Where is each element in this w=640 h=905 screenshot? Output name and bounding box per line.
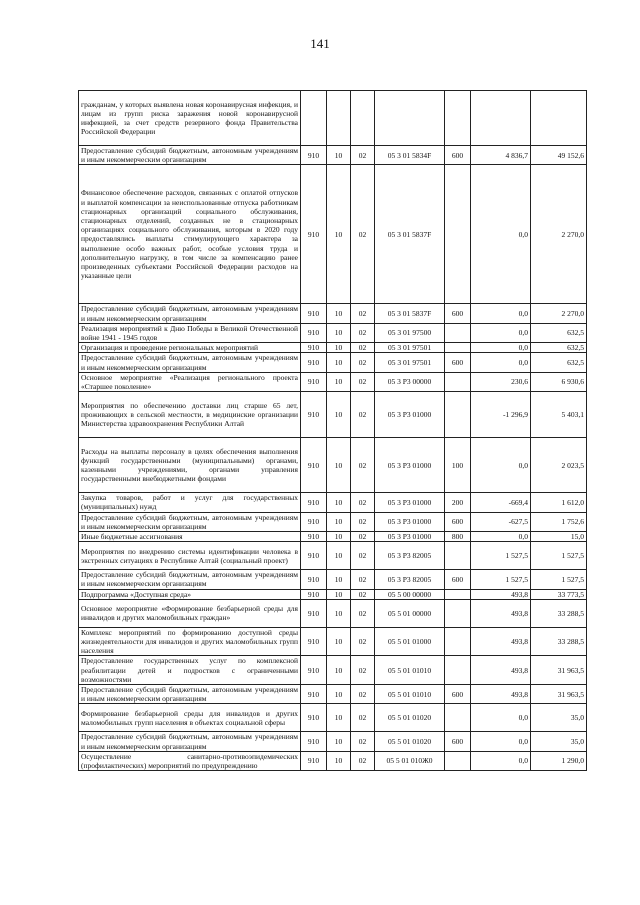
section-code: 10 xyxy=(327,304,351,323)
section-code: 10 xyxy=(327,323,351,342)
subsection-code: 02 xyxy=(351,589,375,599)
target-article-code: 05 5 01 01000 xyxy=(375,627,445,656)
table-row xyxy=(79,91,587,146)
ministry-code: 910 xyxy=(301,353,327,372)
target-article-code xyxy=(375,91,445,146)
row-description: Формирование безбарьерной среды для инвалидов и других маломобильных групп населения в объектах социальной сферы xyxy=(79,704,301,732)
page-number: 141 xyxy=(310,36,330,51)
ministry-code: 910 xyxy=(301,685,327,704)
row-description: Финансовое обеспечение расходов, связанных с оплатой отпусков и выплатой компенсации за неиспользованные отпуска работникам стационарных организаций социального обслуживания, стационарных отделений, созданных не в стационарных организациях социального обслуживания, которым в 2020 году предоставлялись выплаты стимулирующего характера за выполнение особо важных работ, особые условия труда и дополнительную нагрузку, в том числе за компенсацию ранее произведенных субъектами Российской Федерации расходов на указанные цели xyxy=(79,165,301,304)
target-article-code: 05 3 P3 01000 xyxy=(375,532,445,542)
table-row xyxy=(79,685,587,704)
ministry-code: 910 xyxy=(301,304,327,323)
expense-type-code xyxy=(445,704,471,732)
subsection-code: 02 xyxy=(351,165,375,304)
ministry-code: 910 xyxy=(301,532,327,542)
ministry-code: 910 xyxy=(301,392,327,438)
section-code: 10 xyxy=(327,438,351,493)
change-amount: -627,5 xyxy=(471,512,531,531)
total-amount: 49 152,6 xyxy=(531,146,587,165)
subsection-code: 02 xyxy=(351,512,375,531)
total-amount: 1 290,0 xyxy=(531,751,587,770)
expense-type-code xyxy=(445,542,471,570)
subsection-code: 02 xyxy=(351,599,375,627)
change-amount: 0,0 xyxy=(471,353,531,372)
expense-type-code xyxy=(445,372,471,391)
target-article-code: 05 3 P3 01000 xyxy=(375,438,445,493)
ministry-code: 910 xyxy=(301,732,327,751)
total-amount: 1 752,6 xyxy=(531,512,587,531)
expense-type-code xyxy=(445,589,471,599)
total-amount: 31 963,5 xyxy=(531,656,587,685)
expense-type-code xyxy=(445,751,471,770)
section-code: 10 xyxy=(327,599,351,627)
total-amount: 31 963,5 xyxy=(531,685,587,704)
target-article-code: 05 3 01 5837F xyxy=(375,304,445,323)
total-amount: 2 270,0 xyxy=(531,165,587,304)
target-article-code: 05 5 01 010Ж0 xyxy=(375,751,445,770)
change-amount: 0,0 xyxy=(471,165,531,304)
subsection-code: 02 xyxy=(351,493,375,512)
target-article-code: 05 3 P3 01000 xyxy=(375,493,445,512)
target-article-code: 05 3 01 5834F xyxy=(375,146,445,165)
change-amount: 493,8 xyxy=(471,599,531,627)
section-code: 10 xyxy=(327,512,351,531)
table-row xyxy=(79,627,587,656)
target-article-code: 05 5 01 01020 xyxy=(375,732,445,751)
section-code: 10 xyxy=(327,656,351,685)
subsection-code: 02 xyxy=(351,542,375,570)
change-amount: 0,0 xyxy=(471,704,531,732)
row-description: Предоставление субсидий бюджетным, автономным учреждениям и иным некоммерческим организациям xyxy=(79,353,301,372)
section-code: 10 xyxy=(327,372,351,391)
target-article-code: 05 3 01 97500 xyxy=(375,323,445,342)
row-description: Предоставление государственных услуг по комплексной реабилитации детей и подростков с ограниченными возможностями xyxy=(79,656,301,685)
row-description: Осуществление санитарно-противоэпидемических (профилактических) мероприятий по предупреждению xyxy=(79,751,301,770)
section-code: 10 xyxy=(327,493,351,512)
total-amount: 35,0 xyxy=(531,732,587,751)
section-code: 10 xyxy=(327,146,351,165)
expense-type-code: 200 xyxy=(445,493,471,512)
row-description: Расходы на выплаты персоналу в целях обеспечения выполнения функций государственными (муниципальными) органами, казенными учреждениями, органами управления государственными внебюджетными фондами xyxy=(79,438,301,493)
subsection-code: 02 xyxy=(351,627,375,656)
table-row xyxy=(79,392,587,438)
section-code: 10 xyxy=(327,685,351,704)
change-amount: 0,0 xyxy=(471,532,531,542)
table-row xyxy=(79,704,587,732)
total-amount: 35,0 xyxy=(531,704,587,732)
expense-type-code xyxy=(445,627,471,656)
expense-type-code: 600 xyxy=(445,304,471,323)
total-amount: 15,0 xyxy=(531,532,587,542)
expense-type-code xyxy=(445,599,471,627)
change-amount: 493,8 xyxy=(471,589,531,599)
ministry-code: 910 xyxy=(301,438,327,493)
ministry-code: 910 xyxy=(301,146,327,165)
expense-type-code: 600 xyxy=(445,512,471,531)
total-amount: 632,5 xyxy=(531,353,587,372)
subsection-code: 02 xyxy=(351,146,375,165)
row-description: Основное мероприятие «Формирование безбарьерной среды для инвалидов и других маломобильных граждан» xyxy=(79,599,301,627)
table-row xyxy=(79,532,587,542)
target-article-code: 05 3 P3 01000 xyxy=(375,512,445,531)
total-amount xyxy=(531,91,587,146)
ministry-code: 910 xyxy=(301,570,327,589)
budget-table xyxy=(78,90,587,771)
table-row xyxy=(79,570,587,589)
row-description: Иные бюджетные ассигнования xyxy=(79,532,301,542)
subsection-code: 02 xyxy=(351,392,375,438)
ministry-code: 910 xyxy=(301,589,327,599)
section-code: 10 xyxy=(327,532,351,542)
table-row xyxy=(79,323,587,342)
subsection-code: 02 xyxy=(351,570,375,589)
table-row xyxy=(79,656,587,685)
row-description: Предоставление субсидий бюджетным, автономным учреждениям и иным некоммерческим организациям xyxy=(79,570,301,589)
expense-type-code: 600 xyxy=(445,732,471,751)
subsection-code: 02 xyxy=(351,732,375,751)
section-code: 10 xyxy=(327,343,351,353)
change-amount: -669,4 xyxy=(471,493,531,512)
expense-type-code: 600 xyxy=(445,685,471,704)
total-amount: 1 527,5 xyxy=(531,542,587,570)
change-amount: 493,8 xyxy=(471,627,531,656)
change-amount: 230,6 xyxy=(471,372,531,391)
table-row xyxy=(79,304,587,323)
ministry-code xyxy=(301,91,327,146)
table-row xyxy=(79,353,587,372)
ministry-code: 910 xyxy=(301,542,327,570)
section-code: 10 xyxy=(327,589,351,599)
change-amount: 493,8 xyxy=(471,685,531,704)
row-description: Подпрограмма «Доступная среда» xyxy=(79,589,301,599)
section-code: 10 xyxy=(327,751,351,770)
row-description: Организация и проведение региональных мероприятий xyxy=(79,343,301,353)
total-amount: 5 403,1 xyxy=(531,392,587,438)
ministry-code: 910 xyxy=(301,704,327,732)
subsection-code: 02 xyxy=(351,323,375,342)
expense-type-code: 800 xyxy=(445,532,471,542)
total-amount: 33 288,5 xyxy=(531,599,587,627)
table-row xyxy=(79,732,587,751)
total-amount: 33 288,5 xyxy=(531,627,587,656)
row-description: Мероприятия по внедрению системы идентификации человека в экстренных ситуациях в Республике Алтай (социальный проект) xyxy=(79,542,301,570)
change-amount: 4 836,7 xyxy=(471,146,531,165)
change-amount: -1 296,9 xyxy=(471,392,531,438)
expense-type-code xyxy=(445,392,471,438)
row-description: Предоставление субсидий бюджетным, автономным учреждениям и иным некоммерческим организациям xyxy=(79,732,301,751)
ministry-code: 910 xyxy=(301,323,327,342)
subsection-code: 02 xyxy=(351,532,375,542)
change-amount xyxy=(471,91,531,146)
target-article-code: 05 5 01 01010 xyxy=(375,656,445,685)
target-article-code: 05 5 00 00000 xyxy=(375,589,445,599)
ministry-code: 910 xyxy=(301,165,327,304)
table-row xyxy=(79,751,587,770)
ministry-code: 910 xyxy=(301,372,327,391)
target-article-code: 05 3 P3 00000 xyxy=(375,372,445,391)
total-amount: 1 612,0 xyxy=(531,493,587,512)
table-row xyxy=(79,512,587,531)
section-code: 10 xyxy=(327,165,351,304)
total-amount: 1 527,5 xyxy=(531,570,587,589)
row-description: Комплекс мероприятий по формированию доступной среды жизнедеятельности для инвалидов и других маломобильных групп населения xyxy=(79,627,301,656)
table-body xyxy=(79,91,587,771)
change-amount: 0,0 xyxy=(471,751,531,770)
total-amount: 33 773,5 xyxy=(531,589,587,599)
change-amount: 493,8 xyxy=(471,656,531,685)
row-description: Предоставление субсидий бюджетным, автономным учреждениям и иным некоммерческим организациям xyxy=(79,146,301,165)
table-row xyxy=(79,542,587,570)
subsection-code: 02 xyxy=(351,353,375,372)
table-row xyxy=(79,146,587,165)
ministry-code: 910 xyxy=(301,343,327,353)
section-code: 10 xyxy=(327,353,351,372)
row-description: Предоставление субсидий бюджетным, автономным учреждениям и иным некоммерческим организациям xyxy=(79,304,301,323)
ministry-code: 910 xyxy=(301,656,327,685)
subsection-code: 02 xyxy=(351,343,375,353)
table-row xyxy=(79,438,587,493)
subsection-code: 02 xyxy=(351,704,375,732)
table-row xyxy=(79,165,587,304)
expense-type-code xyxy=(445,91,471,146)
section-code: 10 xyxy=(327,570,351,589)
subsection-code: 02 xyxy=(351,372,375,391)
change-amount: 0,0 xyxy=(471,343,531,353)
target-article-code: 05 3 P3 82005 xyxy=(375,570,445,589)
expense-type-code: 100 xyxy=(445,438,471,493)
change-amount: 1 527,5 xyxy=(471,570,531,589)
change-amount: 0,0 xyxy=(471,732,531,751)
total-amount: 6 930,6 xyxy=(531,372,587,391)
change-amount: 0,0 xyxy=(471,304,531,323)
change-amount: 1 527,5 xyxy=(471,542,531,570)
row-description: Реализация мероприятий к Дню Победы в Великой Отечественной войне 1941 - 1945 годов xyxy=(79,323,301,342)
row-description: Закупка товаров, работ и услуг для государственных (муниципальных) нужд xyxy=(79,493,301,512)
section-code: 10 xyxy=(327,704,351,732)
subsection-code: 02 xyxy=(351,751,375,770)
ministry-code: 910 xyxy=(301,512,327,531)
expense-type-code: 600 xyxy=(445,353,471,372)
section-code: 10 xyxy=(327,732,351,751)
expense-type-code xyxy=(445,323,471,342)
table-row xyxy=(79,493,587,512)
table-row xyxy=(79,599,587,627)
ministry-code: 910 xyxy=(301,751,327,770)
row-description: гражданам, у которых выявлена новая коронавирусная инфекция, и лицам из групп риска заражения новой коронавирусной инфекцией, за счет средств резервного фонда Правительства Российской Федерации xyxy=(79,91,301,146)
target-article-code: 05 5 01 01010 xyxy=(375,685,445,704)
row-description: Мероприятия по обеспечению доставки лиц старше 65 лет, проживающих в сельской местности, в медицинские организации Министерства здравоохранения Республики Алтай xyxy=(79,392,301,438)
table-row xyxy=(79,372,587,391)
expense-type-code: 600 xyxy=(445,146,471,165)
subsection-code: 02 xyxy=(351,438,375,493)
subsection-code: 02 xyxy=(351,304,375,323)
expense-type-code xyxy=(445,165,471,304)
subsection-code xyxy=(351,91,375,146)
target-article-code: 05 3 01 5837F xyxy=(375,165,445,304)
ministry-code: 910 xyxy=(301,599,327,627)
total-amount: 2 023,5 xyxy=(531,438,587,493)
subsection-code: 02 xyxy=(351,656,375,685)
table-row xyxy=(79,589,587,599)
ministry-code: 910 xyxy=(301,627,327,656)
section-code: 10 xyxy=(327,627,351,656)
row-description: Предоставление субсидий бюджетным, автономным учреждениям и иным некоммерческим организациям xyxy=(79,512,301,531)
total-amount: 632,5 xyxy=(531,343,587,353)
row-description: Предоставление субсидий бюджетным, автономным учреждениям и иным некоммерческим организациям xyxy=(79,685,301,704)
target-article-code: 05 3 P3 82005 xyxy=(375,542,445,570)
section-code xyxy=(327,91,351,146)
section-code: 10 xyxy=(327,392,351,438)
target-article-code: 05 5 01 01020 xyxy=(375,704,445,732)
total-amount: 632,5 xyxy=(531,323,587,342)
target-article-code: 05 3 01 97501 xyxy=(375,343,445,353)
total-amount: 2 270,0 xyxy=(531,304,587,323)
change-amount: 0,0 xyxy=(471,438,531,493)
row-description: Основное мероприятие «Реализация регионального проекта «Старшее поколение» xyxy=(79,372,301,391)
subsection-code: 02 xyxy=(351,685,375,704)
change-amount: 0,0 xyxy=(471,323,531,342)
expense-type-code xyxy=(445,656,471,685)
expense-type-code xyxy=(445,343,471,353)
ministry-code: 910 xyxy=(301,493,327,512)
expense-type-code: 600 xyxy=(445,570,471,589)
target-article-code: 05 3 01 97501 xyxy=(375,353,445,372)
target-article-code: 05 5 01 00000 xyxy=(375,599,445,627)
target-article-code: 05 3 P3 01000 xyxy=(375,392,445,438)
table-row xyxy=(79,343,587,353)
section-code: 10 xyxy=(327,542,351,570)
